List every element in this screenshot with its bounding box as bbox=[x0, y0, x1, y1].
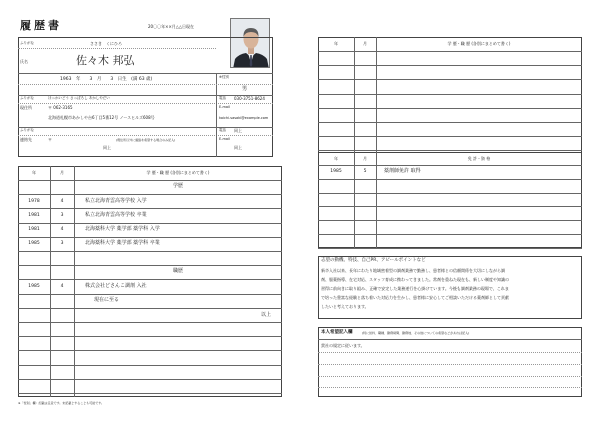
birth-date: 1963 年 3 月 3 日生 (満 63 歳) bbox=[60, 77, 153, 82]
table-rule bbox=[318, 79, 582, 80]
email-label: E-mail bbox=[219, 105, 230, 109]
history-entry: 株式会社どさんこ調剤 入社 bbox=[85, 283, 147, 289]
table-rule bbox=[318, 136, 582, 137]
contact-email-label: E-mail bbox=[219, 137, 230, 141]
continuation-col-month: 月 bbox=[363, 41, 367, 46]
history-year: 1981 bbox=[28, 227, 40, 232]
table-rule bbox=[18, 223, 282, 224]
requests-note: (特に給料、職種、勤務時間、勤務地、その他についての希望などがあれば記入) bbox=[362, 331, 470, 335]
requests-title: 本人希望記入欄 bbox=[321, 330, 353, 335]
history-month: 4 bbox=[60, 284, 64, 289]
history-month: 4 bbox=[60, 227, 64, 232]
gender-value: 男 bbox=[242, 86, 248, 92]
table-rule bbox=[318, 65, 582, 66]
history-year: 1985 bbox=[28, 241, 40, 246]
table-rule bbox=[18, 265, 282, 266]
continuation-col-year: 年 bbox=[334, 41, 338, 46]
history-month: 3 bbox=[60, 241, 64, 246]
address-label: 現住所 bbox=[20, 105, 32, 110]
contact-phone: 同上 bbox=[234, 128, 242, 133]
contact-furigana-label: ふりがな bbox=[20, 128, 34, 132]
history-entry: 私立北海青雲高等学校 入学 bbox=[85, 198, 147, 204]
contact-label: 連絡先 bbox=[20, 137, 32, 142]
license-month: 5 bbox=[363, 169, 367, 174]
history-entry: 現在に至る bbox=[94, 297, 120, 303]
motivation-line: で培った豊富な経験と落ち着いた対応力を生かし、患者様に安心してご相談いただける薬剤師として貢献 bbox=[321, 295, 509, 300]
history-entry: 北海薬科大学 薬学部 薬学科 卒業 bbox=[85, 240, 160, 246]
name-label: 氏名 bbox=[20, 59, 28, 64]
table-rule bbox=[18, 322, 282, 323]
table-rule bbox=[18, 308, 282, 309]
license-entry: 薬剤師免許 取得 bbox=[384, 168, 421, 174]
footnote: ※「性別」欄：記載は任意です。未記載とすることも可能です。 bbox=[18, 401, 105, 405]
contact-note: (現住所以外に連絡を希望する場合のみ記入) bbox=[116, 138, 176, 142]
address-furigana: ほっかいどう さっぽろし あかしやだい bbox=[48, 96, 110, 100]
contact-email: 同上 bbox=[234, 145, 242, 150]
history-month: 3 bbox=[60, 213, 64, 218]
table-rule bbox=[318, 94, 582, 95]
motivation-line: 新卒入社以来、長年にわたり地域密着型の調剤業務で勤務し、患者様との信頼関係を大切にしながら調 bbox=[321, 268, 505, 273]
table-rule bbox=[18, 350, 282, 351]
work-heading: 職歴 bbox=[172, 268, 183, 274]
contact-phone-label: 電話 bbox=[219, 128, 226, 132]
document-title: 履歴書 bbox=[20, 19, 62, 32]
table-rule bbox=[318, 179, 582, 180]
table-rule bbox=[18, 336, 282, 337]
history-col-month: 月 bbox=[60, 170, 64, 175]
motivation-line: 剤、服薬指導、在宅対応、スタッフ育成に携わってきました。常剤を重ねた現在も、新しい制度や知識の bbox=[321, 277, 509, 282]
address-value: 北海道札幌市あかしや台6丁目5番12号 ノースヒルズ608号 bbox=[48, 115, 155, 120]
table-rule bbox=[318, 51, 582, 52]
table-rule bbox=[318, 108, 582, 109]
table-rule bbox=[318, 122, 582, 123]
table-rule bbox=[18, 194, 282, 195]
history-year: 1985 bbox=[28, 284, 40, 289]
table-rule bbox=[18, 279, 282, 280]
history-year: 1978 bbox=[28, 199, 40, 204]
table-rule bbox=[318, 364, 582, 365]
name-furigana: ささき くにひろ bbox=[90, 41, 122, 46]
contact-postal: 〒 bbox=[48, 137, 52, 142]
table-rule bbox=[318, 248, 582, 249]
table-rule bbox=[18, 294, 282, 295]
table-rule bbox=[318, 220, 582, 221]
education-heading: 学歴 bbox=[172, 183, 183, 189]
history-year: 1981 bbox=[28, 213, 40, 218]
table-rule bbox=[318, 206, 582, 207]
table-rule bbox=[318, 193, 582, 194]
history-col-year: 年 bbox=[32, 170, 36, 175]
phone-value: 030-3751-8624 bbox=[234, 96, 265, 101]
requests-text: 貴社の規定に従います。 bbox=[321, 343, 365, 348]
motivation-title: 志望の動機、特技、自己PR、アピールポイントなど bbox=[321, 258, 426, 263]
table-rule bbox=[18, 208, 282, 209]
table-rule bbox=[18, 365, 282, 366]
history-month: 4 bbox=[60, 199, 64, 204]
license-col-detail: 免 許・資 格 bbox=[467, 156, 491, 161]
gender-label: ※性別 bbox=[219, 75, 229, 79]
applicant-name: 佐々木 邦弘 bbox=[76, 54, 135, 67]
table-rule bbox=[318, 234, 582, 235]
postal-code: 〒 062-3165 bbox=[48, 105, 73, 110]
table-rule bbox=[18, 251, 282, 252]
table-rule bbox=[18, 237, 282, 238]
history-entry: 私立北海青雲高等学校 卒業 bbox=[85, 212, 147, 218]
history-end: 以上 bbox=[261, 312, 272, 318]
motivation-line: したいと考えております。 bbox=[321, 304, 369, 309]
address-furigana-label: ふりがな bbox=[20, 96, 34, 100]
history-entry: 北海薬科大学 薬学部 薬学科 入学 bbox=[85, 226, 160, 232]
continuation-col-detail: 学 歴・職 歴 (各別にまとめて書く) bbox=[447, 41, 511, 46]
table-rule bbox=[318, 387, 582, 388]
table-rule bbox=[318, 352, 582, 353]
license-year: 1985 bbox=[330, 169, 342, 174]
table-rule bbox=[318, 150, 582, 151]
contact-address: 同上 bbox=[103, 145, 111, 150]
name-furigana-label: ふりがな bbox=[20, 41, 34, 45]
email-value: koichi.sasaki@example.com bbox=[219, 116, 269, 120]
document-date: 20〇〇年××月△△日現在 bbox=[148, 24, 194, 29]
table-rule bbox=[18, 393, 282, 394]
table-rule bbox=[18, 379, 282, 380]
history-col-detail: 学 歴・職 歴 (各別にまとめて書く) bbox=[146, 170, 210, 175]
table-rule bbox=[18, 180, 282, 181]
license-col-month: 月 bbox=[363, 156, 367, 161]
license-col-year: 年 bbox=[334, 156, 338, 161]
table-rule bbox=[318, 376, 582, 377]
motivation-line: 習得に前向きに取り組み、正確で安定した業務遂行を心掛けています。今後も調剤業務の現場で、これま bbox=[321, 286, 509, 291]
phone-label: 電話 bbox=[219, 96, 226, 100]
table-rule bbox=[318, 165, 582, 166]
